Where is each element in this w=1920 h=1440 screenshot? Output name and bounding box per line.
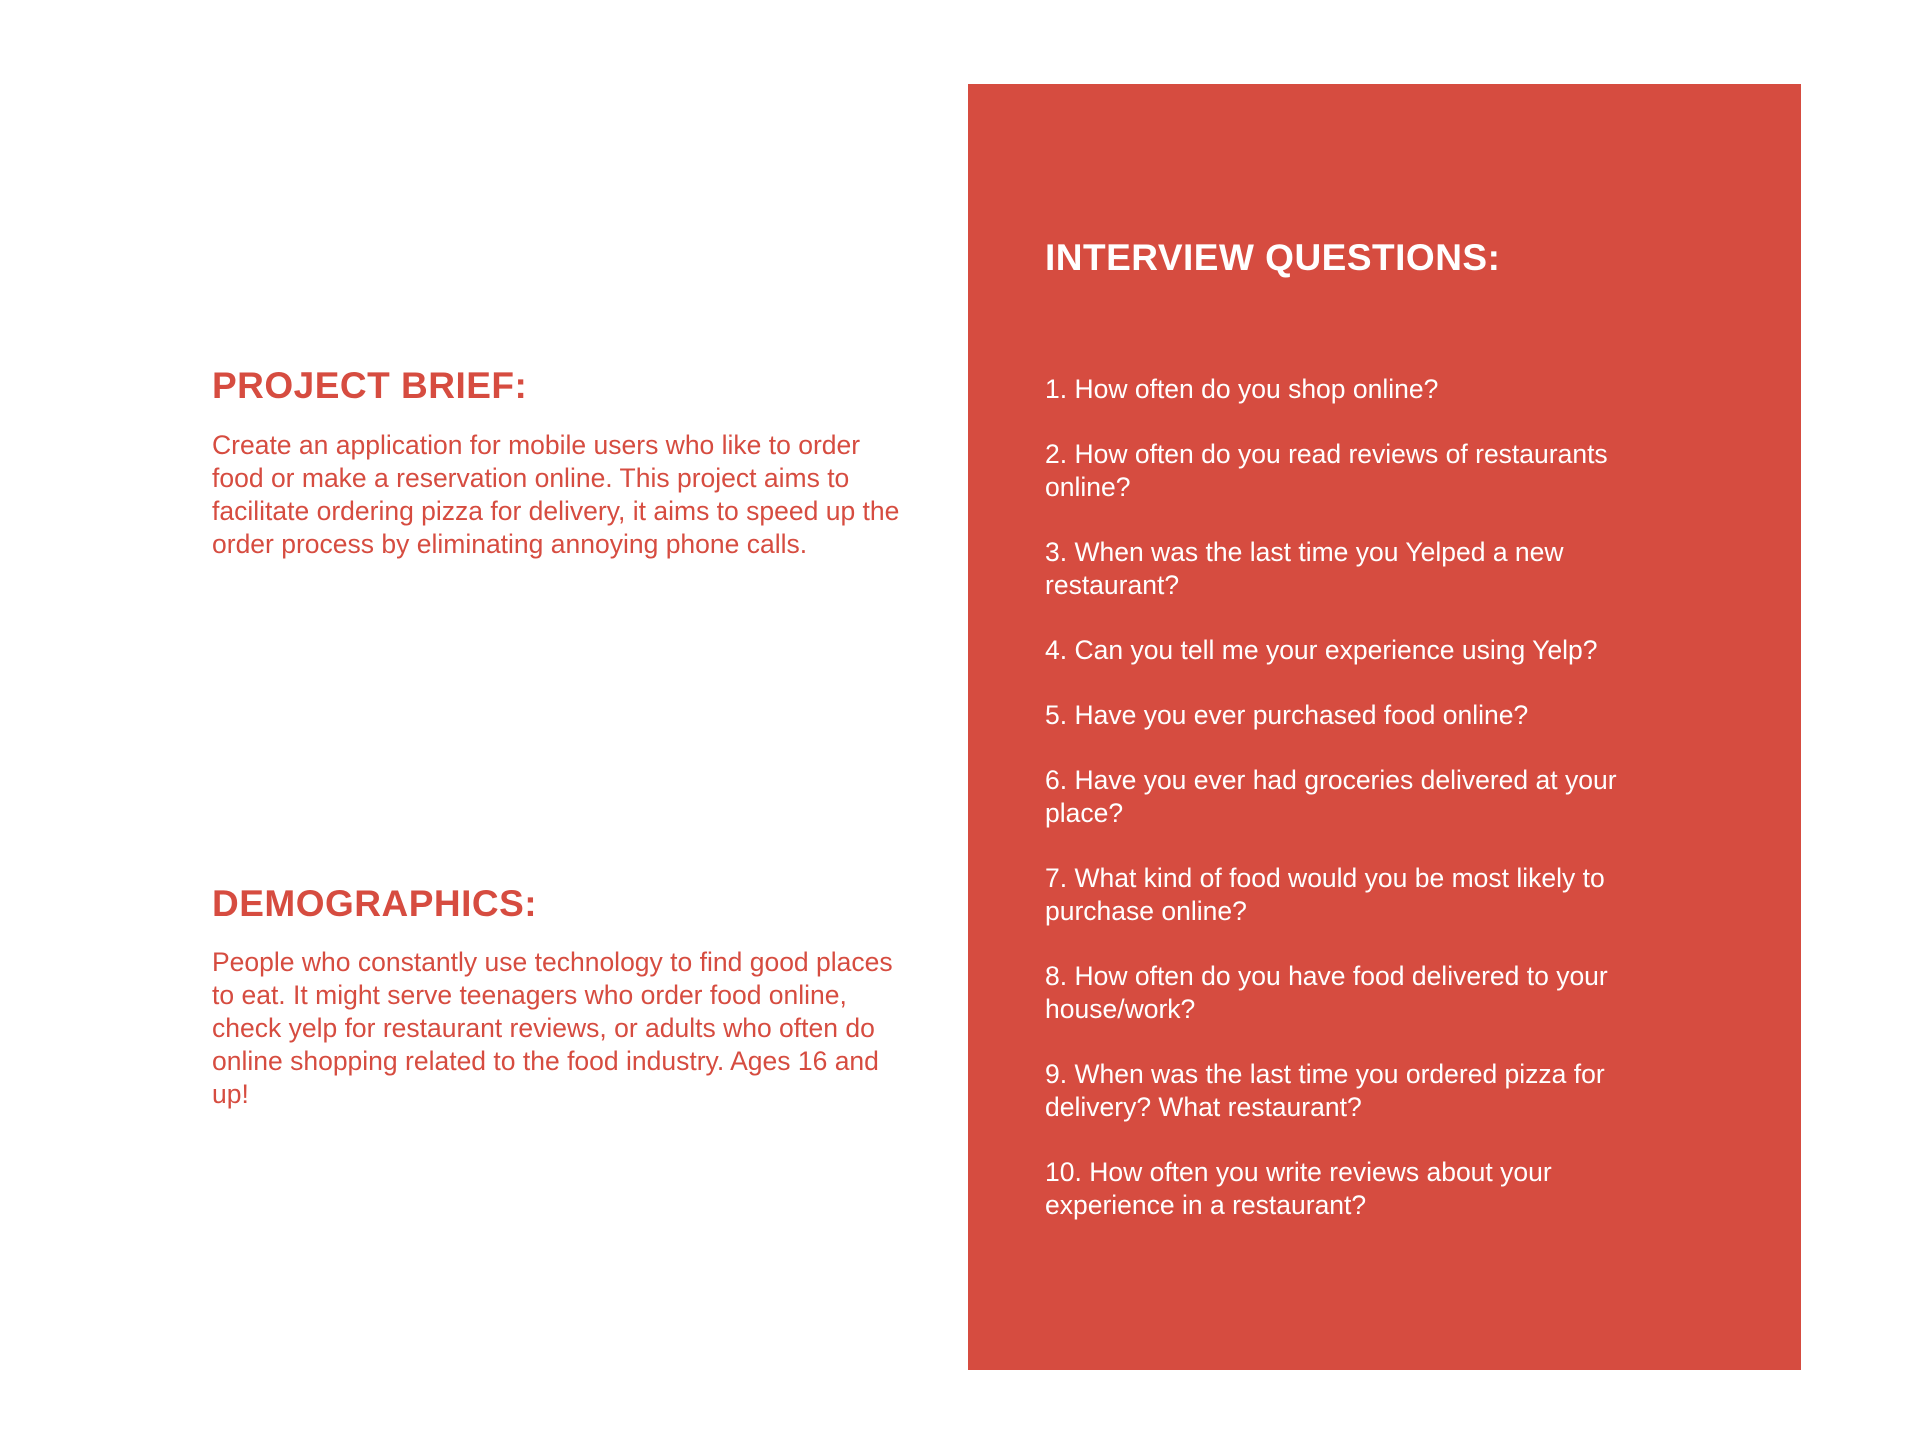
interview-question: 4. Can you tell me your experience using Yelp?	[1045, 635, 1598, 665]
project-brief-heading: PROJECT BRIEF:	[212, 365, 528, 406]
interview-question: 10. How often you write reviews about your experience in a restaurant?	[1045, 1157, 1552, 1220]
interview-questions-heading: INTERVIEW QUESTIONS:	[1045, 237, 1501, 278]
interview-question: 8. How often do you have food delivered to your house/work?	[1045, 961, 1608, 1024]
interview-question: 7. What kind of food would you be most likely to purchase online?	[1045, 863, 1605, 926]
interview-question: 3. When was the last time you Yelped a new restaurant?	[1045, 537, 1564, 600]
demographics-heading: DEMOGRAPHICS:	[212, 883, 538, 924]
interview-questions-panel	[968, 84, 1801, 1370]
demographics-body: People who constantly use technology to find good places to eat. It might serve teenagers who order food online, check yelp for restaurant reviews, or adults who often do online shopping related to the food industry. Ages 16 and up!	[212, 947, 893, 1109]
interview-question: 1. How often do you shop online?	[1045, 374, 1439, 404]
project-brief-body: Create an application for mobile users who like to order food or make a reservation online. This project aims to facilitate ordering pizza for delivery, it aims to speed up the order process by eliminating annoying phone calls.	[212, 430, 900, 559]
left-column	[212, 0, 912, 1440]
interview-question: 2. How often do you read reviews of restaurants online?	[1045, 439, 1608, 502]
interview-question: 6. Have you ever had groceries delivered at your place?	[1045, 765, 1617, 828]
interview-question: 9. When was the last time you ordered pizza for delivery? What restaurant?	[1045, 1059, 1605, 1122]
interview-question-list	[1045, 373, 1685, 1254]
interview-question: 5. Have you ever purchased food online?	[1045, 700, 1529, 730]
